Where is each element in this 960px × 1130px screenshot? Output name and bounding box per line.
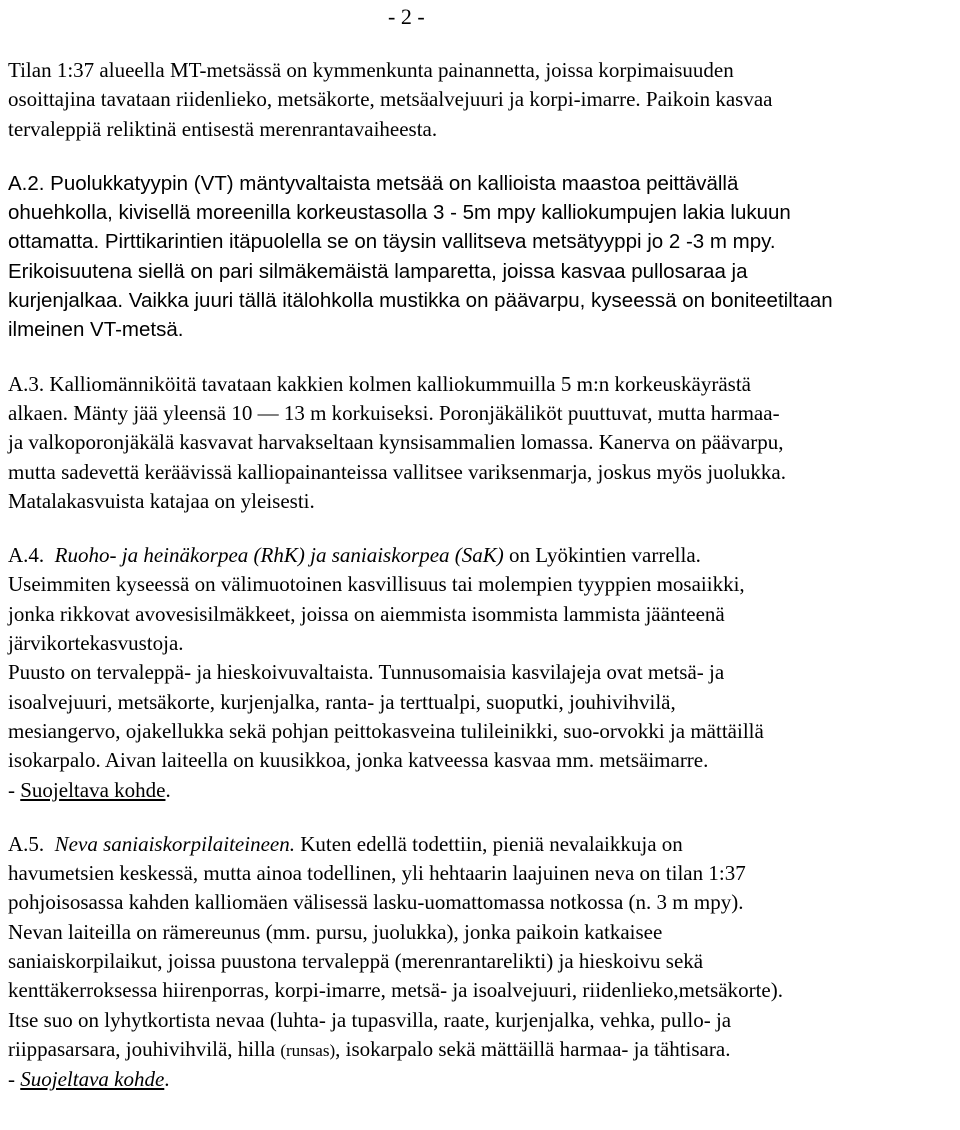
text-line: jonka rikkovat avovesisilmäkkeet, joissa on aiemmista isommista lammista jäänteenä	[8, 601, 725, 626]
protected-note	[8, 776, 960, 805]
text-fragment: , isokarpalo sekä mättäillä harmaa- ja tähtisara.	[335, 1036, 731, 1061]
page-number: - 2 -	[388, 4, 425, 29]
protected-site-label: Suojeltava kohde	[20, 1067, 165, 1092]
section-heading-line	[8, 830, 960, 859]
text-line: ohuehkolla, kivisellä moreenilla korkeustasolla 3 - 5m mpy kalliokumpujen lakia lukuun	[8, 201, 791, 225]
text-line: pohjoisosassa kahden kalliomäen välisessä lasku-uomattomassa notkossa (n. 3 m mpy).	[8, 890, 744, 915]
section-heading-line	[8, 541, 960, 570]
section-heading-line: A.3. Kalliomänniköitä tavataan kakkien kolmen kalliokummuilla 5 m:n korkeuskäyrästä	[8, 371, 751, 396]
text-line: isoalvejuuri, metsäkorte, kurjenjalka, ranta- ja terttualpi, suoputki, jouhivihvilä,	[8, 689, 676, 714]
protected-site-label: Suojeltava kohde	[20, 777, 166, 802]
text-line: mesiangervo, ojakellukka sekä pohjan peittokasveina tulileinikki, suo-orvokki ja mättäillä	[8, 718, 764, 743]
protected-note	[8, 1065, 960, 1094]
text-line: Itse suo on lyhytkortista nevaa (luhta- ja tupasvilla, raate, kurjenjalka, vehka, pullo- ja	[8, 1007, 732, 1032]
text-line: mutta sadevettä keräävissä kalliopainanteissa vallitsee variksenmarja, joskus myös juolukka.	[8, 459, 786, 484]
text-line	[8, 1035, 960, 1065]
section-heading-line: A.2. Puolukkatyypin (VT) mäntyvaltaista metsää on kallioista maastoa peittävällä	[8, 171, 739, 195]
text-line: Tilan 1:37 alueella MT-metsässä on kymmenkunta painannetta, joissa korpimaisuuden	[8, 58, 734, 82]
text-line: Puusto on tervaleppä- ja hieskoivuvaltaista. Tunnusomaisia kasvilajeja ovat metsä- ja	[8, 660, 725, 685]
text-line: järvikortekasvustoja.	[8, 631, 184, 656]
section-title: Neva saniaiskorpilaiteineen.	[54, 831, 295, 856]
section-a2	[8, 169, 960, 345]
text-fragment: riippasarsara, jouhivihvilä, hilla	[8, 1036, 281, 1061]
text-line: Useimmiten kyseessä on välimuotoinen kasvillisuus tai molempien tyyppien mosaiikki,	[8, 572, 745, 597]
text-line: Matalakasvuista katajaa on yleisesti.	[8, 488, 315, 513]
text-line: isokarpalo. Aivan laiteella on kuusikkoa, jonka katveessa kasvaa mm. metsäimarre.	[8, 748, 709, 773]
text-line: osoittajina tavataan riidenlieko, metsäkorte, metsäalvejuuri ja korpi-imarre. Paikoin kasvaa	[8, 87, 773, 112]
document-body	[8, 56, 960, 1120]
section-a4	[8, 541, 960, 805]
text-line: ja valkoporonjäkälä kasvavat harvakseltaan kynsisammalien lomassa. Kanerva on päävarpu,	[8, 430, 784, 455]
section-a3	[8, 370, 960, 516]
section-a5	[8, 830, 960, 1095]
section-title-rest: Kuten edellä todettiin, pieniä nevalaikkuja on	[294, 831, 683, 856]
note-suffix: .	[164, 1067, 170, 1092]
text-line: saniaiskorpilaikut, joissa puustona tervaleppä (merenrantarelikti) ja hieskoivu sekä	[8, 949, 704, 974]
section-label: A.4.	[8, 543, 45, 568]
text-line: kenttäkerroksessa hiirenporras, korpi-imarre, metsä- ja isoalvejuuri, riidenlieko,metsäkorte).	[8, 978, 783, 1003]
text-line: alkaen. Mänty jää yleensä 10 — 13 m korkuiseksi. Poronjäkäliköt puuttuvat, mutta harmaa-	[8, 400, 780, 425]
text-line: tervaleppiä reliktinä entisestä merenrantavaiheesta.	[8, 116, 438, 141]
section-title: Ruoho- ja heinäkorpea (RhK) ja saniaiskorpea (SaK)	[54, 543, 504, 568]
text-line: ottamatta. Pirttikarintien itäpuolella se on täysin vallitseva metsätyyppi jo 2 -3 m mpy.	[8, 230, 776, 254]
parenthetical-note: (runsas)	[280, 1040, 336, 1060]
note-suffix: .	[165, 777, 171, 802]
section-label: A.5.	[8, 831, 45, 856]
section-title-rest: on Lyökintien varrella.	[503, 543, 701, 568]
text-line: Erikoisuutena siellä on pari silmäkemäistä lamparetta, joissa kasvaa pullosaraa ja	[8, 259, 748, 283]
paragraph-intro	[8, 56, 960, 144]
note-prefix: -	[8, 777, 21, 802]
text-line: Nevan laiteilla on rämereunus (mm. pursu, juolukka), jonka paikoin katkaisee	[8, 919, 663, 944]
text-line: ilmeinen VT-metsä.	[8, 318, 184, 342]
text-line: havumetsien keskessä, mutta ainoa todellinen, yli hehtaarin laajuinen neva on tilan 1:37	[8, 861, 746, 886]
text-line: kurjenjalkaa. Vaikka juuri tällä itälohkolla mustikka on päävarpu, kyseessä on boniteetiltaan	[8, 289, 833, 313]
note-prefix: -	[8, 1067, 21, 1092]
